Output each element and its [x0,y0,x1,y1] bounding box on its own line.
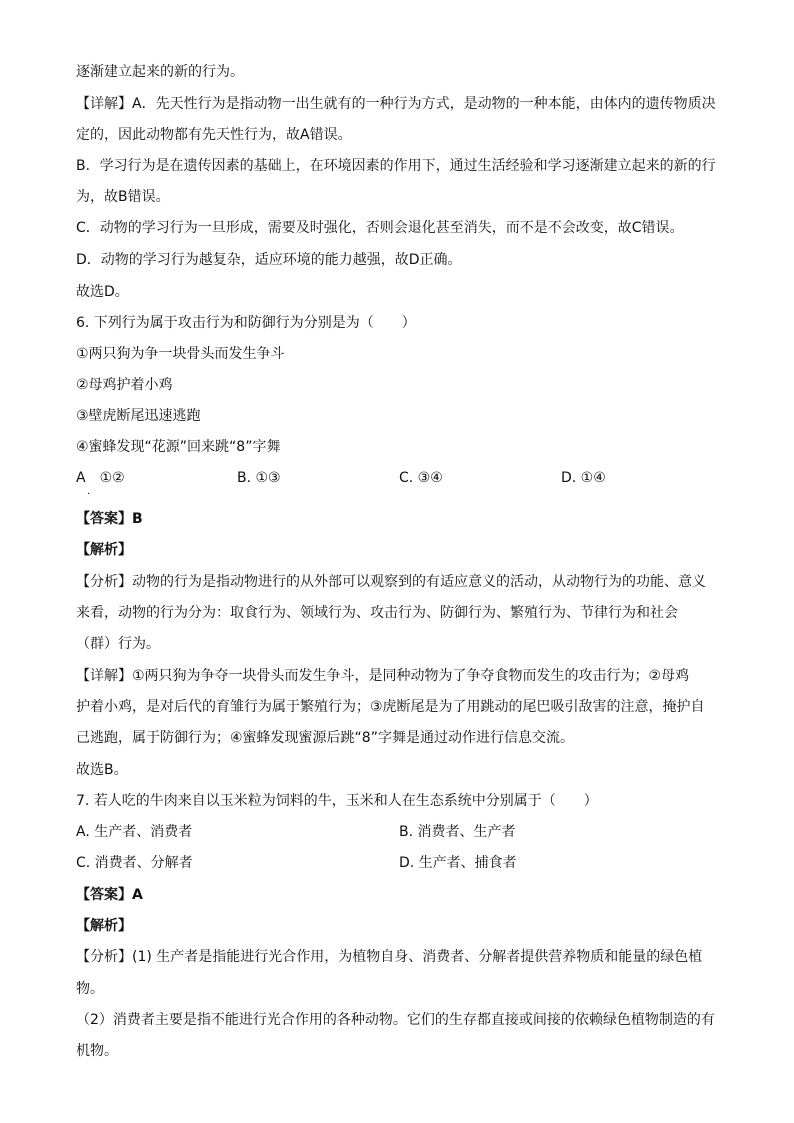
analysis-line: 来看，动物的行为分为：取食行为、领域行为、攻击行为、防御行为、繁殖行为、节律行为和社会 [76,605,678,621]
q6-option-b: B. ①③ [237,470,281,486]
text-line: B．学习行为是在遗传因素的基础上，在环境因素的作用下，通过生活经验和学习逐渐建立起来的新的行 [76,158,716,174]
question-7: 7. 若人吃的牛肉来自以玉米粒为饲料的牛，玉米和人在生态系统中分别属于（ ） [76,793,598,809]
q7-option-a: A. 生产者、消费者 [76,824,193,840]
mark-dot: · [87,489,91,500]
analysis-line: 机物。 [76,1043,118,1059]
q7-analysis-heading: 【解析】 [76,918,132,934]
text-line: 逐渐建立起来的新的行为。 [76,64,244,80]
q7-option-b: B. 消费者、生产者 [399,824,516,840]
statement-4: ④蜜蜂发现“花源”回来跳“8”字舞 [76,439,281,455]
detail-paragraph: 【详解】A．先天性行为是指动物一出生就有的一种行为方式，是动物的一种本能，由体内的遗传物质决 [76,96,716,112]
q7-option-d: D. 生产者、捕食者 [399,855,517,871]
q6-analysis-heading: 【解析】 [76,542,132,558]
analysis-line: （群）行为。 [76,636,160,652]
text-line: 定的，因此动物都有先天性行为，故A错误。 [76,127,352,143]
analysis-line: （2）消费者主要是指不能进行光合作用的各种动物。它们的生存都直接或间接的依赖绿色植物制造的有 [76,1012,715,1028]
text-line: C．动物的学习行为一旦形成，需要及时强化，否则会退化甚至消失，而不是不会改变，故C错误。 [76,220,684,236]
detail-line: 【详解】①两只狗为争夺一块骨头而发生争斗，是同种动物为了争夺食物而发生的攻击行为；②母鸡 [76,668,690,684]
detail-line: 己逃跑，属于防御行为；④蜜蜂发现蜜源后跳“8”字舞是通过动作进行信息交流。 [76,730,574,746]
q6-answer: 【答案】B [76,511,143,527]
q6-option-c: C. ③④ [399,470,443,486]
q7-answer: 【答案】A [76,887,143,903]
conclusion: 故选B。 [76,762,128,778]
text-line: D．动物的学习行为越复杂，适应环境的能力越强，故D正确。 [76,252,462,268]
detail-line: 护着小鸡，是对后代的育雏行为属于繁殖行为；③虎断尾是为了用跳动的尾巴吸引敌害的注意，掩护自 [76,699,705,715]
text-line: 为，故B错误。 [76,189,170,205]
analysis-line: 【分析】动物的行为是指动物进行的从外部可以观察到的有适应意义的活动，从动物行为的功能、意义 [76,574,706,590]
analysis-line: 【分析】(1) 生产者是指能进行光合作用，为植物自身、消费者、分解者提供营养物质和能量的绿色植 [76,949,703,965]
q7-option-c: C. 消费者、分解者 [76,855,193,871]
q6-option-d: D. ①④ [561,470,606,486]
statement-1: ①两只狗为争一块骨头而发生争斗 [76,346,285,362]
statement-2: ②母鸡护着小鸡 [76,377,173,393]
q6-option-a: A ①② [76,470,125,486]
conclusion: 故选D。 [76,284,129,300]
question-6: 6. 下列行为属于攻击行为和防御行为分别是为（ ） [76,315,416,331]
statement-3: ③壁虎断尾迅速逃跑 [76,408,201,424]
analysis-line: 物。 [76,981,104,997]
